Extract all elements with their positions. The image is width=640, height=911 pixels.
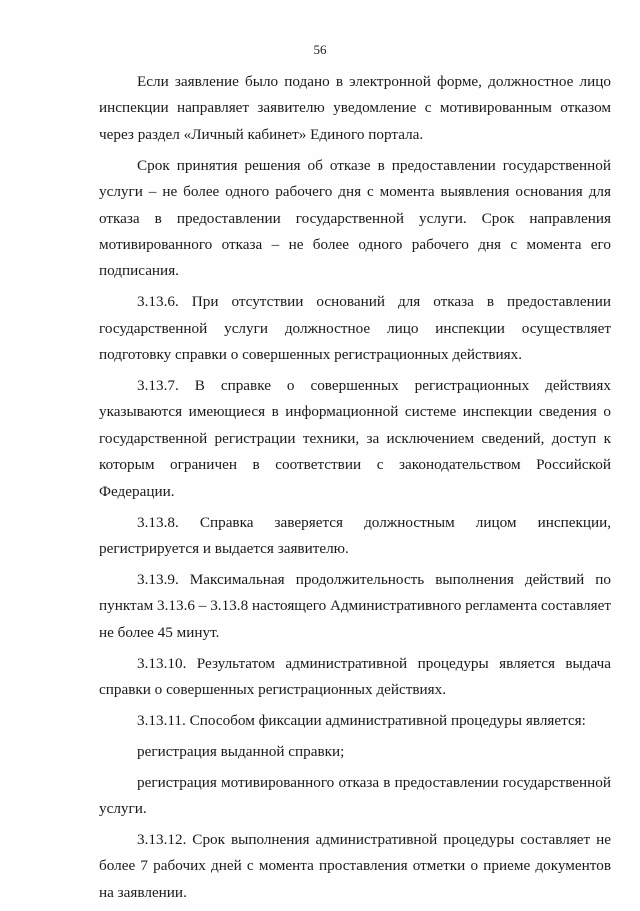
paragraph-3-13-7: 3.13.7. В справке о совершенных регистрационных действиях указываются имеющиеся в информационной системе инспекции сведения о государственной регистрации техники, за исключением сведений, доступ к которым ограничен в соответствии с законодательством Российской Федерации. — [99, 376, 611, 500]
paragraph-refusal-deadline: Срок принятия решения об отказе в предоставлении государственной услуги – не более одного рабочего дня с момента выявления основания для отказа в предоставлении государственной услуги. Срок направления мотивированного отказа – не более одного рабочего дня с момента его подписания. — [99, 156, 611, 280]
paragraph-3-13-9: 3.13.9. Максимальная продолжительность выполнения действий по пунктам 3.13.6 – 3.13.8 настоящего Административного регламента составляет не более 45 минут. — [99, 570, 611, 641]
paragraph-electronic-refusal: Если заявление было подано в электронной форме, должностное лицо инспекции направляет заявителю уведомление с мотивированным отказом через раздел «Личный кабинет» Единого портала. — [99, 73, 611, 143]
paragraph-fixation-item-refusal: регистрация мотивированного отказа в предоставлении государственной услуги. — [99, 773, 611, 818]
paragraph-3-13-10: 3.13.10. Результатом административной процедуры является выдача справки о совершенных регистрационных действиях. — [99, 654, 611, 698]
paragraph-3-13-8: 3.13.8. Справка заверяется должностным лицом инспекции, регистрируется и выдается заявителю. — [99, 513, 611, 557]
document-body — [99, 69, 611, 911]
paragraph-3-13-11: 3.13.11. Способом фиксации административной процедуры является: — [137, 711, 586, 729]
page-number: 56 — [313, 42, 327, 57]
paragraph-fixation-item-certificate: регистрация выданной справки; — [137, 742, 345, 760]
paragraph-3-13-6: 3.13.6. При отсутствии оснований для отказа в предоставлении государственной услуги должностное лицо инспекции осуществляет подготовку справки о совершенных регистрационных действиях. — [99, 293, 611, 364]
paragraph-3-13-12: 3.13.12. Срок выполнения административной процедуры составляет не более 7 рабочих дней с момента проставления отметки о приеме документов на заявлении. — [99, 830, 611, 901]
